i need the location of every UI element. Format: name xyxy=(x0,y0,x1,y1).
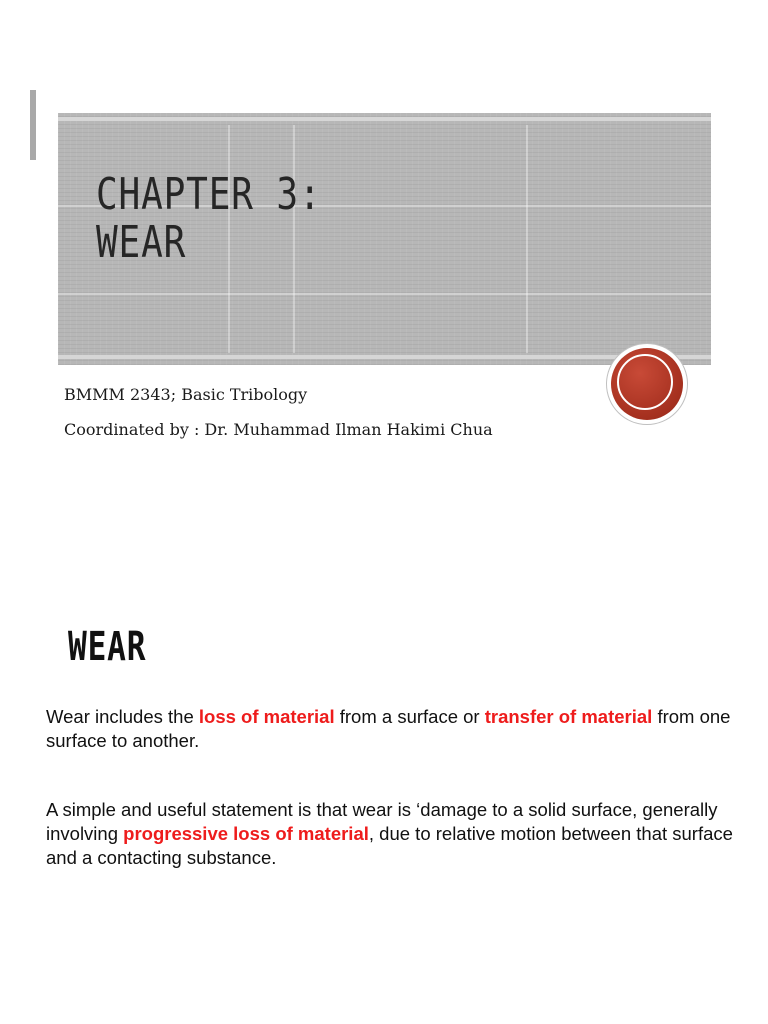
banner-bottom-rule xyxy=(58,355,711,359)
accent-bar xyxy=(30,90,36,160)
title-banner xyxy=(58,113,711,365)
badge-ring xyxy=(617,354,673,410)
course-code: BMMM 2343; Basic Tribology xyxy=(64,385,308,404)
para1-text-2: from a surface or xyxy=(334,706,485,727)
para1-highlight-2: transfer of material xyxy=(484,706,653,727)
banner-top-rule xyxy=(58,117,711,121)
para2-text-1: A simple and useful statement is that wear is ‘damage to a solid surface, generally involving xyxy=(46,799,718,844)
chapter-title xyxy=(96,171,321,267)
content-slide xyxy=(0,560,768,1024)
chapter-title-line1: CHAPTER 3: xyxy=(96,169,322,220)
definition-paragraph xyxy=(46,705,736,753)
title-slide xyxy=(0,0,768,510)
chapter-title-line2: WEAR xyxy=(96,217,187,268)
banner-seam xyxy=(58,293,711,295)
para2-text-2: , due to relative motion between that surface and a contacting substance. xyxy=(46,823,733,868)
slide-heading: WEAR xyxy=(68,624,147,670)
coordinator-name: Coordinated by : Dr. Muhammad Ilman Hakimi Chua xyxy=(64,420,493,439)
para2-highlight-1: progressive loss of material xyxy=(123,823,369,844)
banner-seam xyxy=(526,125,528,353)
para1-text-3: from one surface to another. xyxy=(46,706,731,751)
decorative-circle-icon xyxy=(607,344,687,424)
para1-highlight-1: loss of material xyxy=(198,706,335,727)
para1-text-1: Wear includes the xyxy=(46,706,199,727)
statement-paragraph xyxy=(46,798,736,870)
